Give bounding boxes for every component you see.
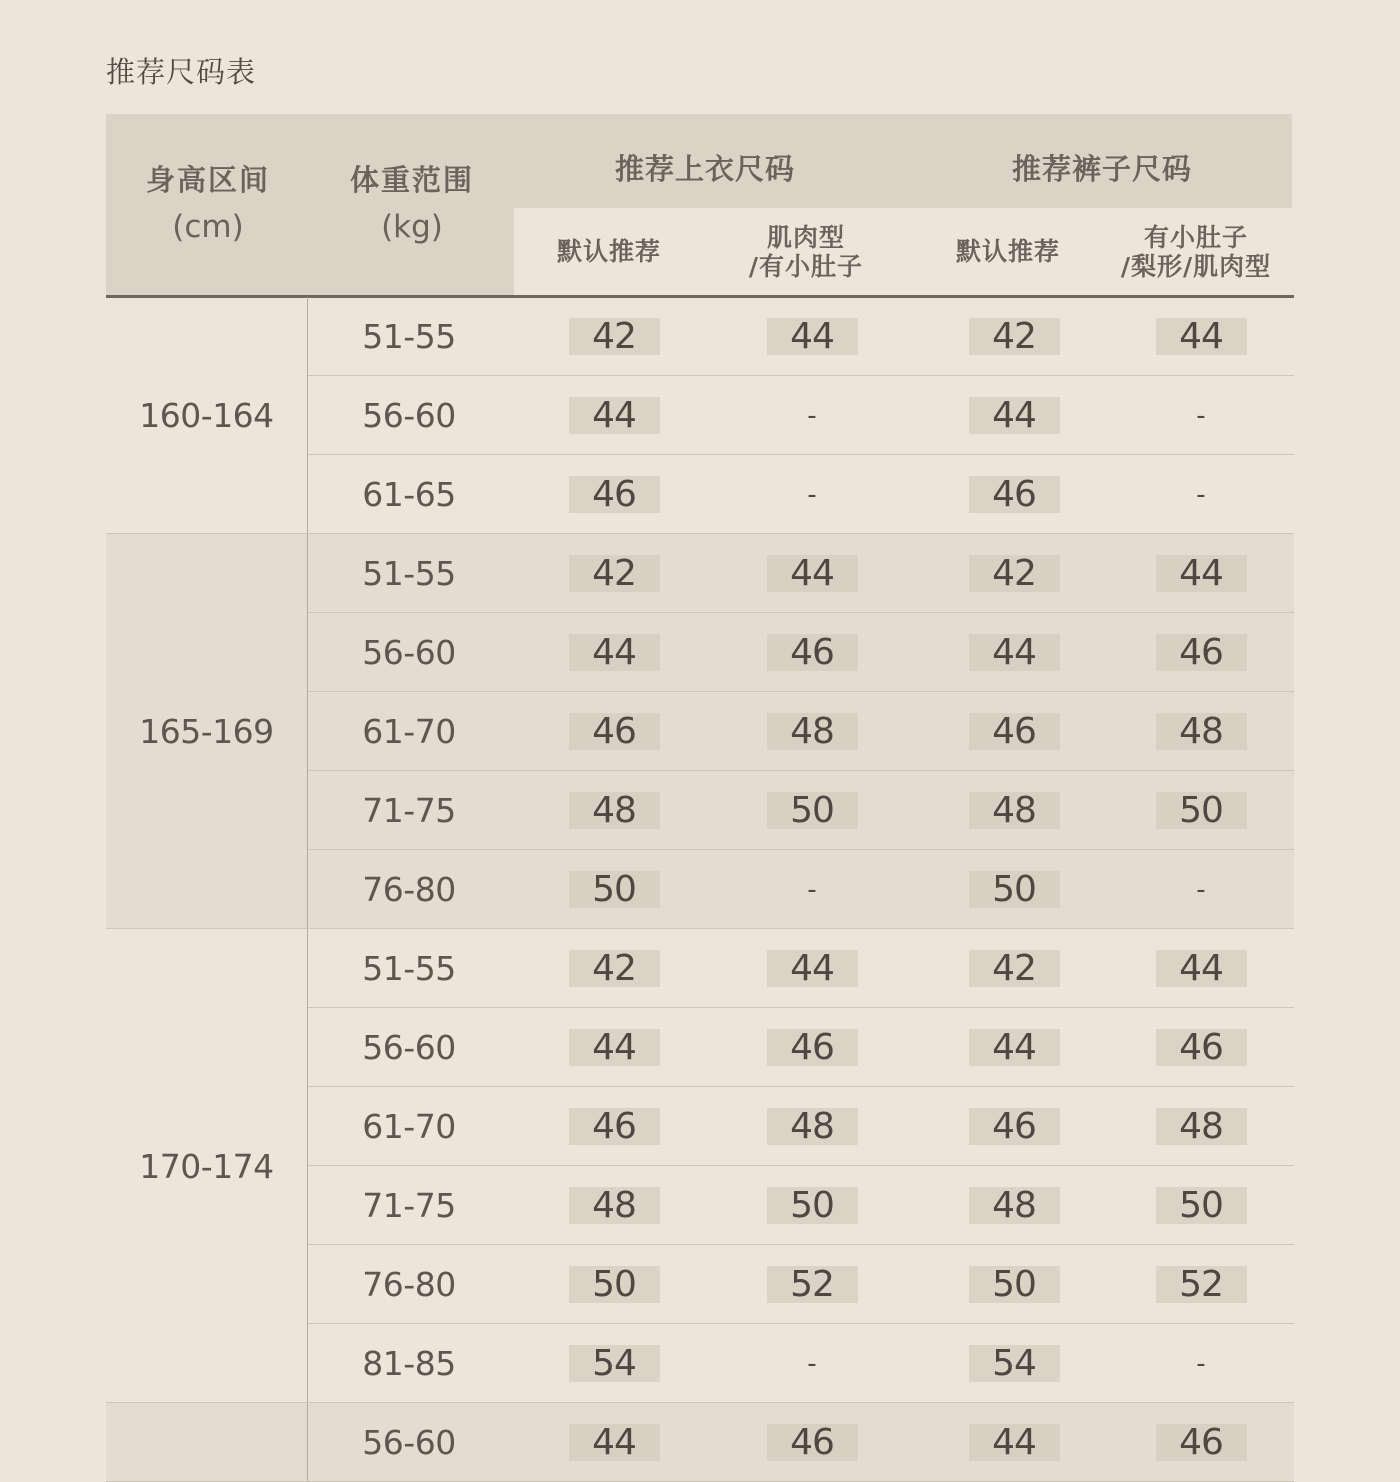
top-alt-size — [712, 771, 912, 850]
size-badge: 48 — [1156, 713, 1247, 750]
header-top-alt-line1: 肌肉型 — [766, 222, 845, 252]
top-default-size — [514, 1087, 714, 1166]
size-badge: 50 — [969, 1266, 1060, 1303]
pants-default-size — [914, 1245, 1114, 1324]
table-row — [308, 1324, 1294, 1403]
top-default-size — [514, 929, 714, 1008]
pants-default-size — [914, 455, 1114, 534]
weight-range: 71-75 — [362, 1186, 456, 1225]
size-badge: 50 — [767, 1187, 858, 1224]
size-badge: 50 — [569, 871, 660, 908]
top-default-size — [514, 771, 714, 850]
size-badge: 54 — [569, 1345, 660, 1382]
top-alt-size — [712, 850, 912, 929]
pants-default-size — [914, 850, 1114, 929]
pants-alt-size — [1101, 534, 1301, 613]
size-badge: 44 — [969, 1424, 1060, 1461]
header-top-alt — [706, 208, 906, 295]
top-default-size — [514, 534, 714, 613]
size-badge: 50 — [569, 1266, 660, 1303]
size-badge: 46 — [1156, 634, 1247, 671]
weight-range: 71-75 — [362, 791, 456, 830]
table-row — [308, 534, 1294, 613]
table-row — [308, 455, 1294, 534]
pants-default-size — [914, 376, 1114, 455]
pants-alt-size — [1101, 376, 1301, 455]
pants-default-size — [914, 297, 1114, 376]
size-unavailable: - — [807, 1348, 817, 1379]
weight-range: 56-60 — [362, 396, 456, 435]
pants-default-size — [914, 534, 1114, 613]
size-badge: 44 — [969, 634, 1060, 671]
size-badge: 46 — [1156, 1424, 1247, 1461]
size-badge: 44 — [767, 950, 858, 987]
top-alt-size — [712, 613, 912, 692]
pants-alt-size — [1101, 771, 1301, 850]
group-rows — [308, 929, 1294, 1403]
size-badge: 50 — [1156, 792, 1247, 829]
pants-default-size — [914, 1087, 1114, 1166]
top-default-size — [514, 1008, 714, 1087]
pants-alt-size — [1101, 1245, 1301, 1324]
top-default-size — [514, 1245, 714, 1324]
table-row — [308, 1008, 1294, 1087]
table-row — [308, 1403, 1294, 1482]
top-alt-size — [712, 376, 912, 455]
top-default-size — [514, 692, 714, 771]
size-badge: 48 — [569, 1187, 660, 1224]
height-group — [106, 1403, 1294, 1482]
pants-default-size — [914, 1324, 1114, 1403]
weight-range: 76-80 — [362, 1265, 456, 1304]
size-badge: 42 — [969, 555, 1060, 592]
size-badge: 44 — [1156, 555, 1247, 592]
top-default-size — [514, 850, 714, 929]
group-rows — [308, 297, 1294, 534]
size-badge: 42 — [569, 318, 660, 355]
size-unavailable: - — [1196, 400, 1206, 431]
pants-default-size — [914, 613, 1114, 692]
size-badge: 46 — [767, 1029, 858, 1066]
table-row — [308, 692, 1294, 771]
pants-alt-size — [1101, 1008, 1301, 1087]
header-pants-size-group: 推荐裤子尺码 — [1011, 151, 1192, 186]
size-unavailable: - — [807, 479, 817, 510]
top-alt-size — [712, 1087, 912, 1166]
table-row — [308, 1166, 1294, 1245]
size-badge: 52 — [1156, 1266, 1247, 1303]
header-height — [106, 114, 310, 295]
page-title: 推荐尺码表 — [106, 55, 257, 89]
top-alt-size — [712, 1403, 912, 1482]
pants-default-size — [914, 692, 1114, 771]
size-badge: 46 — [569, 476, 660, 513]
size-unavailable: - — [1196, 874, 1206, 905]
size-badge: 42 — [569, 555, 660, 592]
pants-default-size — [914, 1166, 1114, 1245]
size-badge: 48 — [767, 1108, 858, 1145]
table-body — [106, 297, 1294, 1482]
top-default-size — [514, 613, 714, 692]
height-range: 165-169 — [106, 534, 307, 929]
size-badge: 44 — [569, 1424, 660, 1461]
top-alt-size — [712, 297, 912, 376]
pants-alt-size — [1101, 1166, 1301, 1245]
header-pants-alt-line2: /梨形/肌肉型 — [1120, 251, 1272, 281]
size-badge: 46 — [767, 634, 858, 671]
table-row — [308, 613, 1294, 692]
size-badge: 46 — [969, 1108, 1060, 1145]
size-badge: 44 — [969, 1029, 1060, 1066]
pants-alt-size — [1101, 692, 1301, 771]
size-unavailable: - — [1196, 1348, 1206, 1379]
pants-alt-size — [1101, 1087, 1301, 1166]
header-height-label: 身高区间 — [145, 162, 270, 197]
top-alt-size — [712, 1324, 912, 1403]
size-badge: 46 — [569, 1108, 660, 1145]
top-alt-size — [712, 692, 912, 771]
header-top-size-group: 推荐上衣尺码 — [614, 151, 795, 186]
weight-range: 61-65 — [362, 475, 456, 514]
size-unavailable: - — [807, 874, 817, 905]
top-alt-size — [712, 455, 912, 534]
top-default-size — [514, 1324, 714, 1403]
top-alt-size — [712, 929, 912, 1008]
size-badge: 46 — [569, 713, 660, 750]
header-top-default: 默认推荐 — [556, 237, 661, 266]
weight-range: 56-60 — [362, 1028, 456, 1067]
size-badge: 48 — [767, 713, 858, 750]
pants-default-size — [914, 771, 1114, 850]
weight-range: 51-55 — [362, 317, 456, 356]
size-badge: 48 — [569, 792, 660, 829]
top-default-size — [514, 297, 714, 376]
size-badge: 50 — [767, 792, 858, 829]
height-range: 160-164 — [139, 396, 274, 435]
size-badge: 46 — [969, 713, 1060, 750]
height-group — [106, 929, 1294, 1403]
size-unavailable: - — [807, 400, 817, 431]
pants-alt-size — [1101, 1403, 1301, 1482]
weight-range: 56-60 — [362, 1423, 456, 1462]
table-row — [308, 771, 1294, 850]
top-alt-size — [712, 1245, 912, 1324]
size-badge: 44 — [767, 555, 858, 592]
size-badge: 52 — [767, 1266, 858, 1303]
size-badge: 46 — [767, 1424, 858, 1461]
header-weight — [310, 114, 514, 295]
size-badge: 44 — [767, 318, 858, 355]
table-row — [308, 376, 1294, 455]
table-header — [106, 114, 1294, 297]
weight-range: 76-80 — [362, 870, 456, 909]
size-badge: 46 — [1156, 1029, 1247, 1066]
top-alt-size — [712, 1008, 912, 1087]
top-default-size — [514, 376, 714, 455]
size-badge: 48 — [1156, 1108, 1247, 1145]
pants-alt-size — [1101, 613, 1301, 692]
top-default-size — [514, 1403, 714, 1482]
size-badge: 54 — [969, 1345, 1060, 1382]
pants-alt-size — [1101, 1324, 1301, 1403]
size-badge: 44 — [569, 634, 660, 671]
pants-default-size — [914, 929, 1114, 1008]
pants-alt-size — [1101, 929, 1301, 1008]
weight-range: 81-85 — [362, 1344, 456, 1383]
weight-range: 51-55 — [362, 554, 456, 593]
size-chart-table — [106, 114, 1294, 1482]
header-top-alt-line2: /有小肚子 — [748, 251, 864, 281]
group-rows — [308, 1403, 1294, 1482]
height-group — [106, 534, 1294, 929]
size-badge: 44 — [569, 397, 660, 434]
pants-alt-size — [1101, 455, 1301, 534]
weight-range: 51-55 — [362, 949, 456, 988]
pants-alt-size — [1101, 297, 1301, 376]
header-weight-unit: (kg) — [381, 208, 443, 245]
size-badge: 44 — [969, 397, 1060, 434]
header-height-unit: (cm) — [172, 208, 244, 245]
size-badge: 42 — [569, 950, 660, 987]
size-badge: 50 — [1156, 1187, 1247, 1224]
size-badge: 44 — [1156, 950, 1247, 987]
weight-range: 61-70 — [362, 1107, 456, 1146]
pants-default-size — [914, 1403, 1114, 1482]
pants-default-size — [914, 1008, 1114, 1087]
header-weight-label: 体重范围 — [349, 162, 474, 197]
size-badge: 48 — [969, 792, 1060, 829]
weight-range: 56-60 — [362, 633, 456, 672]
height-range — [106, 1403, 307, 1482]
size-badge: 44 — [569, 1029, 660, 1066]
size-badge: 50 — [969, 871, 1060, 908]
table-row — [308, 850, 1294, 929]
table-row — [308, 929, 1294, 1008]
pants-alt-size — [1101, 850, 1301, 929]
header-pants-default: 默认推荐 — [955, 237, 1060, 266]
header-pants-alt-line1: 有小肚子 — [1143, 222, 1248, 252]
top-alt-size — [712, 534, 912, 613]
top-alt-size — [712, 1166, 912, 1245]
table-row — [308, 1087, 1294, 1166]
size-badge: 48 — [969, 1187, 1060, 1224]
top-default-size — [514, 1166, 714, 1245]
table-row — [308, 297, 1294, 376]
weight-range: 61-70 — [362, 712, 456, 751]
size-badge: 42 — [969, 318, 1060, 355]
size-badge: 46 — [969, 476, 1060, 513]
size-badge: 42 — [969, 950, 1060, 987]
table-row — [308, 1245, 1294, 1324]
header-pants-alt — [1096, 208, 1296, 295]
group-rows — [308, 534, 1294, 929]
top-default-size — [514, 455, 714, 534]
height-range: 170-174 — [139, 1146, 274, 1186]
size-badge: 44 — [1156, 318, 1247, 355]
size-unavailable: - — [1196, 479, 1206, 510]
height-group — [106, 297, 1294, 534]
